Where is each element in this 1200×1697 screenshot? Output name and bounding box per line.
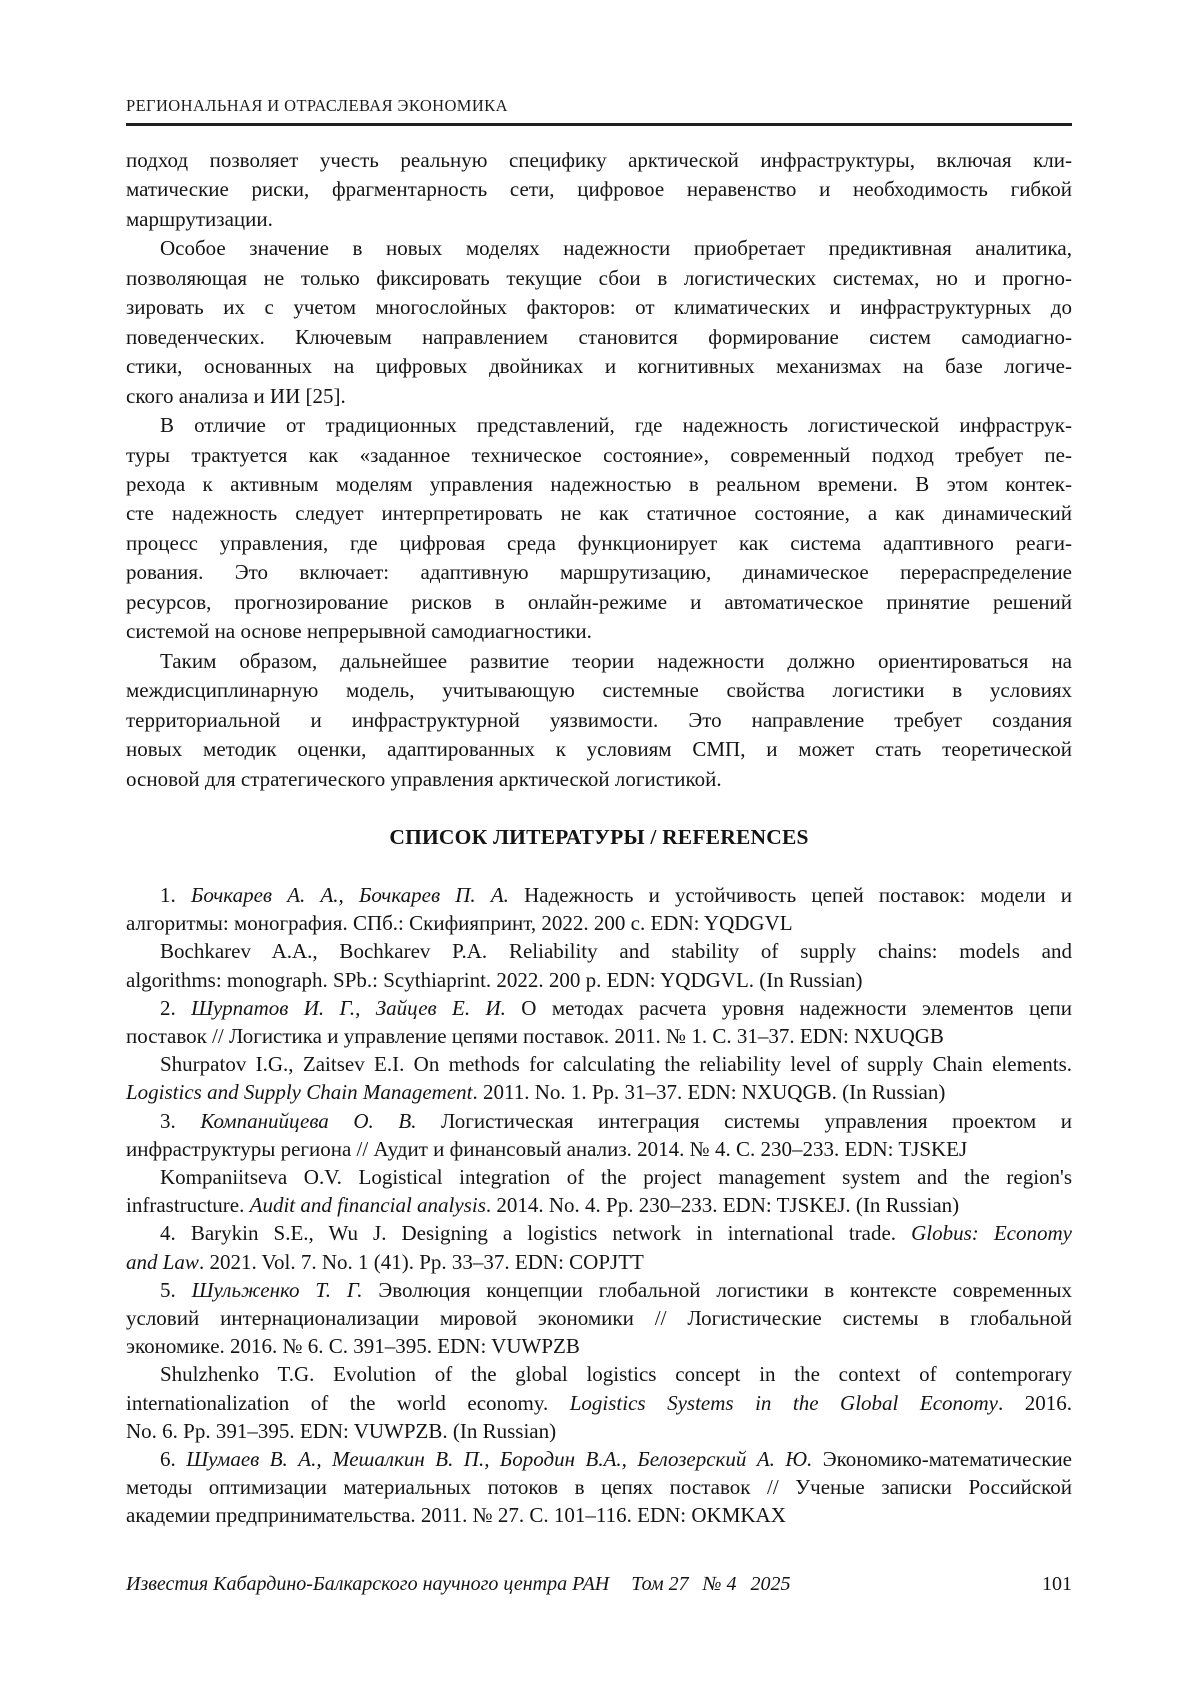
journal-issue: № 4	[702, 1573, 737, 1595]
section-rubric: РЕГИОНАЛЬНАЯ И ОТРАСЛЕВАЯ ЭКОНОМИКА	[126, 96, 508, 115]
reference-entry	[126, 937, 1072, 993]
journal-imprint	[126, 1571, 791, 1597]
text-line: поведенческих. Ключевым направлением становится формирование систем самодиагно-	[126, 324, 1072, 349]
text-line: No. 6. Pp. 391–395. EDN: VUWPZB. (In Russian)	[126, 1418, 557, 1443]
text-line: and Law. 2021. Vol. 7. No. 1 (41). Pp. 33–37. EDN: COPJTT	[126, 1249, 644, 1274]
paragraph	[126, 411, 1072, 647]
text-line: туры трактуется как «заданное техническое состояние», современный подход требует пе-	[126, 442, 1072, 467]
text-line: поставок // Логистика и управление цепями поставок. 2011. № 1. С. 31–37. EDN: NXUQGB	[126, 1023, 944, 1048]
text-line: В отличие от традиционных представлений, где надежность логистической инфраструк-	[160, 413, 1072, 438]
text-line: междисциплинарную модель, учитывающую системные свойства логистики в условиях	[126, 678, 1072, 703]
paragraph	[126, 146, 1072, 234]
reference-entry	[126, 1360, 1072, 1445]
text-line: Bochkarev A.A., Bochkarev P.A. Reliability and stability of supply chains: models and	[160, 939, 1072, 964]
text-line: infrastructure. Audit and financial analysis. 2014. No. 4. Pp. 230–233. EDN: TJSKEJ. (In Russian)	[126, 1193, 960, 1218]
running-head	[126, 96, 1072, 126]
article-body	[126, 146, 1072, 794]
text-line: 4. Barykin S.E., Wu J. Designing a logistics network in international trade. Globus: Economy	[160, 1221, 1072, 1246]
text-line: ского анализа и ИИ [25].	[126, 383, 346, 408]
text-line: новых методик оценки, адаптированных к условиям СМП, и может стать теоретической	[126, 737, 1072, 762]
text-line: методы оптимизации материальных потоков в цепях поставок // Ученые записки Российской	[126, 1475, 1072, 1500]
text-line: подход позволяет учесть реальную специфику арктической инфраструктуры, включая кли-	[126, 148, 1072, 172]
text-line: инфраструктуры региона // Аудит и финансовый анализ. 2014. № 4. С. 230–233. EDN: TJSKEJ	[126, 1136, 968, 1161]
text-line: Shulzhenko T.G. Evolution of the global logistics concept in the context of contemporary	[160, 1362, 1072, 1387]
reference-entry	[126, 1276, 1072, 1361]
text-line: 3. Компанийцева О. В. Логистическая интеграция системы управления проектом и	[160, 1108, 1073, 1133]
references-title: СПИСОК ЛИТЕРАТУРЫ / REFERENCES	[389, 824, 809, 849]
text-line: условий интернационализации мировой экономики // Логистические системы в глобальной	[126, 1306, 1072, 1331]
text-line: экономике. 2016. № 6. С. 391–395. EDN: VUWPZB	[126, 1334, 580, 1359]
journal-volume: Том 27	[631, 1573, 689, 1595]
text-line: 1. Бочкарев А. А., Бочкарев П. А. Надежность и устойчивость цепей поставок: модели и	[160, 882, 1073, 907]
text-line: маршрутизации.	[126, 206, 273, 231]
text-line: 5. Шульженко Т. Г. Эволюция концепции глобальной логистики в контексте современных	[160, 1277, 1072, 1302]
text-line: территориальной и инфраструктурной уязвимости. Это направление требует создания	[126, 707, 1072, 732]
text-line: 6. Шумаев В. А., Мешалкин В. П., Бородин В.А., Белозерский А. Ю. Экономико-математические	[160, 1447, 1072, 1472]
text-line: 2. Шурпатов И. Г., Зайцев Е. И. О методах расчета уровня надежности элементов цепи	[160, 995, 1073, 1020]
journal-title: Известия Кабардино-Балкарского научного центра РАН	[126, 1573, 610, 1595]
text-line: рования. Это включает: адаптивную маршрутизацию, динамическое перераспределение	[126, 560, 1072, 585]
text-line: Таким образом, дальнейшее развитие теории надежности должно ориентироваться на	[160, 648, 1072, 673]
text-line: зировать их с учетом многослойных факторов: от климатических и инфраструктурных до	[126, 295, 1072, 320]
text-line: системой на основе непрерывной самодиагностики.	[126, 619, 592, 644]
page-number: 101	[1042, 1573, 1072, 1595]
text-line: стики, основанных на цифровых двойниках и когнитивных механизмах на базе логиче-	[126, 354, 1072, 379]
reference-entry	[126, 994, 1072, 1050]
text-line: Shurpatov I.G., Zaitsev E.I. On methods for calculating the reliability level of supply Chain elements.	[160, 1052, 1072, 1077]
text-line: основой для стратегического управления арктической логистикой.	[126, 766, 722, 791]
text-line: Kompaniitseva O.V. Logistical integration of the project management system and the region's	[160, 1165, 1072, 1189]
reference-entry	[126, 881, 1072, 937]
text-line: algorithms: monograph. SPb.: Scythiaprint. 2022. 200 p. EDN: YQDGVL. (In Russian)	[126, 967, 863, 992]
reference-entry	[126, 1163, 1072, 1219]
text-line: сте надежность следует интерпретировать не как статичное состояние, а как динамический	[126, 501, 1072, 526]
text-line: процесс управления, где цифровая среда функционирует как система адаптивного реаги-	[126, 530, 1072, 555]
text-line: рехода к активным моделям управления надежностью в реальном времени. В этом контек-	[126, 471, 1072, 496]
paragraph	[126, 234, 1072, 411]
text-line: алгоритмы: монография. СПб.: Скифияпринт, 2022. 200 с. EDN: YQDGVL	[126, 911, 793, 936]
text-line: ресурсов, прогнозирование рисков в онлайн-режиме и автоматическое принятие решений	[126, 589, 1072, 614]
reference-entry	[126, 1219, 1072, 1275]
paragraph	[126, 647, 1072, 794]
reference-entry	[126, 1445, 1072, 1530]
text-line: академии предпринимательства. 2011. № 27. С. 101–116. EDN: OKMKAX	[126, 1503, 786, 1528]
reference-entry	[126, 1050, 1072, 1106]
text-line: позволяющая не только фиксировать текущие сбои в логистических системах, но и прогно-	[126, 265, 1072, 290]
text-line: internationalization of the world economy. Logistics Systems in the Global Economy. 2016.	[126, 1390, 1073, 1415]
text-line: Особое значение в новых моделях надежности приобретает предиктивная аналитика,	[160, 236, 1072, 261]
text-line: матические риски, фрагментарность сети, цифровое неравенство и необходимость гибкой	[126, 177, 1072, 202]
page-footer	[126, 1571, 1072, 1597]
header-rule	[126, 123, 1072, 126]
text-line: Logistics and Supply Chain Management. 2011. No. 1. Pp. 31–37. EDN: NXUQGB. (In Russian)	[126, 1080, 946, 1105]
reference-entry	[126, 1107, 1072, 1163]
journal-year: 2025	[750, 1573, 791, 1595]
references-list	[126, 881, 1072, 1530]
